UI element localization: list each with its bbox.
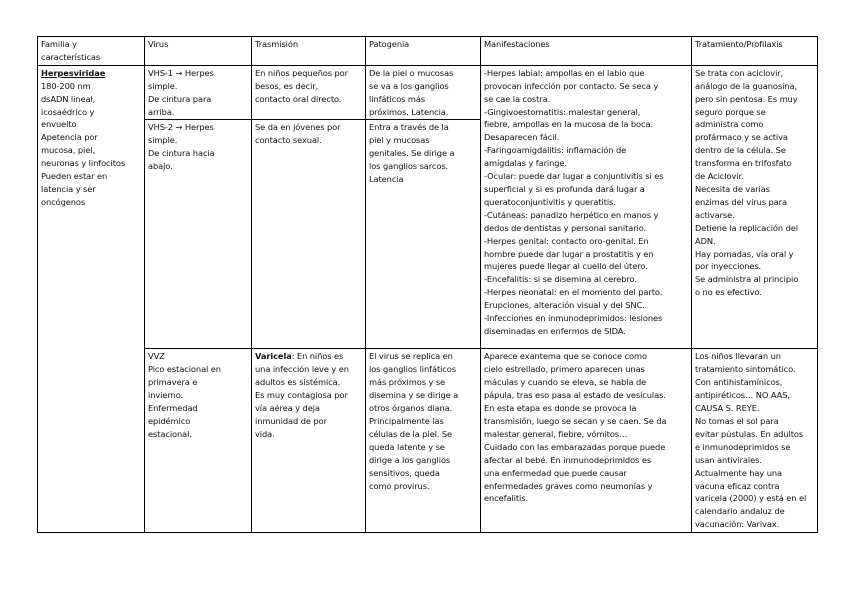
header-virus: Virus xyxy=(145,37,252,66)
virus-table xyxy=(37,36,818,533)
header-row xyxy=(38,37,818,66)
familia-cell: Herpesviridae 180-200 nm dsADN lineal, icosaédrico y envuelto Apetencia por mucosa, piel, neuronas y linfocitos Pueden estar en latencia y ser oncógenos xyxy=(38,65,145,532)
vvz-virus: VVZ Pico estacional en primavera e invierno. Enfermedad epidémico estacional. xyxy=(145,349,252,533)
varicela-label: Varicela xyxy=(255,351,292,362)
vhs1-transmision: En niños pequeños por besos, es decir, contacto oral directo. xyxy=(252,65,366,120)
header-familia: Familia y características xyxy=(38,37,145,66)
vvz-patogenia: El virus se replica en los ganglios linfáticos más próximos y se disemina y se dirige a otros órganos diana. Principalmente las células de la piel. Se queda latente y se dirige a los ganglios sensitivos, queda como provirus. xyxy=(366,349,481,533)
vhs2-patogenia: Entra a través de la piel y mucosas genitales. Se dirige a los ganglios sarcos. Latencia xyxy=(366,120,481,349)
row-vhs1 xyxy=(38,65,818,120)
vhs2-virus: VHS-2 → Herpes simple. De cintura hacia abajo. xyxy=(145,120,252,349)
header-tratamiento: Tratamiento/Profilaxis xyxy=(692,37,818,66)
vvz-manifestaciones: Aparece exantema que se conoce como cielo estrellado, primero aparecen unas máculas y cuando se eleva, se habla de pápula, tras eso pasa al estado de vesículas. En esta etapa es donde se provoca la transmisión, luego se secan y se caen. Se da malestar general, fiebre, vómitos… Cuidado con las embarazadas porque puede afectar al bebé. En inmunodeprimidos es una enfermedad que puede causar enfermedades graves como neumonías y encefalitis. xyxy=(481,349,692,533)
vvz-transmision: Varicela: En niños es una infección leve y en adultos es sistémica. Es muy contagiosa por vía aérea y deja inmunidad de por vida. xyxy=(252,349,366,533)
header-patogenia: Patogenia xyxy=(366,37,481,66)
vhs1-virus: VHS-1 → Herpes simple. De cintura para arriba. xyxy=(145,65,252,120)
vhs2-transmision: Se da en jóvenes por contacto sexual. xyxy=(252,120,366,349)
vhs1-patogenia: De la piel o mucosas se va a los ganglios linfáticos más próximos. Latencia. xyxy=(366,65,481,120)
vhs-tratamiento: Se trata con aciclovir, análogo de la guanosina, pero sin pentosa. Es muy seguro porque se administra como profármaco y se activa dentro de la célula. Se transforma en trifosfato de Aciclovir. Necesita de varias enzimas del virus para activarse. Detiene la replicación del ADN. Hay pomadas, vía oral y por inyecciones. Se administra al principio o no es efectivo. xyxy=(692,65,818,349)
vhs-manifestaciones: -Herpes labial: ampollas en el labio que provocan infección por contacto. Se seca y se cae la costra. -Gingivoestomatitis: malestar general, fiebre, ampollas en la mucosa de la boca. Desaparecen fácil. -Faringoamigdalitis: inflamación de amígdalas y faringe. -Ocular: puede dar lugar a conjuntivitis si es superficial y si es profunda dará lugar a queratoconjuntivitis y queratitis. -Cutáneas: panadizo herpético en manos y dedos de dentistas y personal sanitario. -Herpes genital: contacto oro-genital. En hombre puede dar lugar a prostatitis y en mujeres puede llegar al cuello del útero. -Encefalitis: si se disemina al cerebro. -Herpes neonatal: en el momento del parto. Erupciones, alteración visual y del SNC. -Infecciones en inmunodeprimidos: lesiones diseminadas en enfermos de SIDA. xyxy=(481,65,692,349)
vvz-tratamiento: Los niños llevaran un tratamiento sintomático. Con antihistamínicos, antipiréticos… NO AAS, CAUSA S. REYE. No tomas el sol para evitar pústulas. En adultos e inmunodeprimidos se usan antivirales. Actualmente hay una vacuna eficaz contra varicela (2000) y está en el calendario andaluz de vacunación: Varivax. xyxy=(692,349,818,533)
header-transmision: Trasmisión xyxy=(252,37,366,66)
row-vvz xyxy=(38,349,818,533)
familia-name: Herpesviridae xyxy=(41,67,106,78)
header-manifestaciones: Manifestaciones xyxy=(481,37,692,66)
